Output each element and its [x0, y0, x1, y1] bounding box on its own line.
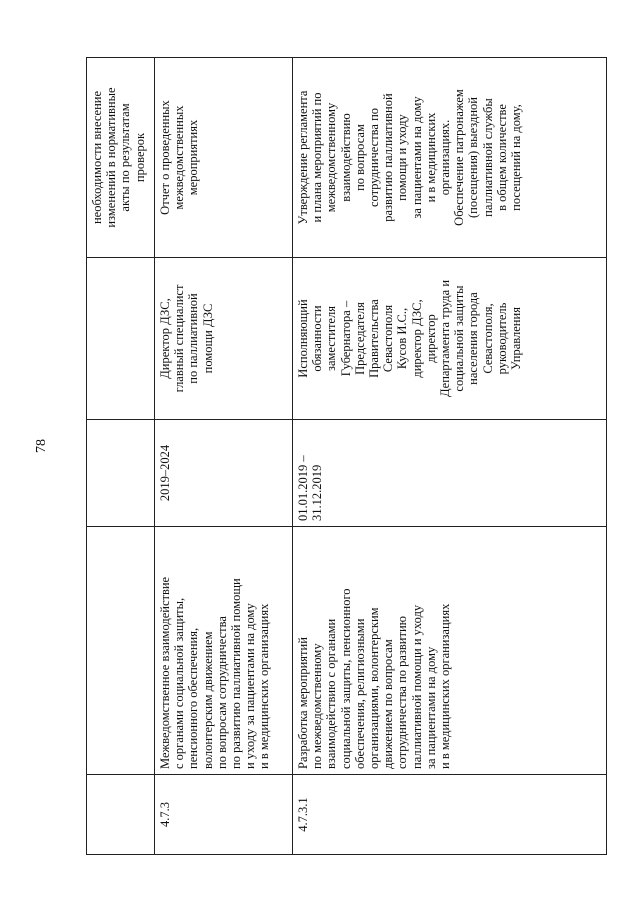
- cell-line: по межведомственному: [310, 643, 325, 769]
- cell-line: обеспечения, религиозными: [352, 618, 367, 769]
- cell-line: организациями, волонтерским: [367, 607, 382, 769]
- cell-responsible: [293, 258, 607, 420]
- cell-line: по паллиативной: [186, 293, 201, 384]
- cell-num: 4.7.3.1: [293, 775, 607, 855]
- cell-line: пенсионного обеспечения,: [186, 627, 201, 769]
- cell-line: Севастополя,: [480, 303, 495, 374]
- cell-line: за пациентами на дому: [409, 96, 424, 219]
- cell-line: Исполняющий: [296, 299, 310, 378]
- cell-result: [155, 58, 293, 258]
- cell-line: посещений на дому,: [509, 104, 524, 211]
- cell-line: взаимодействию: [338, 113, 353, 202]
- cell-line: по вопросам сотрудничества: [214, 616, 229, 769]
- cell-line: Разработка мероприятий: [296, 637, 310, 769]
- cell-line: межведомственных: [172, 105, 187, 210]
- cell-line: проверок: [132, 132, 147, 183]
- cell-line: сотрудничества по развитию: [395, 616, 410, 769]
- cell-line: обязанности: [310, 305, 325, 372]
- cell-line: изменений в нормативные: [104, 87, 119, 228]
- cell-line: и плана мероприятий по: [310, 92, 325, 223]
- cell-result: [87, 58, 155, 258]
- cell-line: паллиативной службы: [480, 98, 495, 217]
- table-row: [155, 58, 293, 855]
- cell-line: Обеспечение патронажем: [452, 89, 467, 226]
- cell-num: 4.7.3: [155, 775, 293, 855]
- cell-line: директор ДЗС,: [409, 299, 424, 378]
- cell-result: [293, 58, 607, 258]
- cell-line: (посещения) выездной: [466, 97, 481, 218]
- cell-line: и в медицинских организациях: [257, 603, 272, 769]
- cell-period: [87, 420, 155, 527]
- cell-line: взаимодействию с органами: [324, 618, 339, 769]
- cell-activity: [87, 527, 155, 775]
- cell-line: Правительства: [367, 299, 382, 378]
- plan-table: [86, 57, 607, 855]
- cell-line: Утверждение регламента: [296, 90, 310, 225]
- cell-line: Межведомственное взаимодействие: [158, 576, 172, 769]
- cell-line: 31.12.2019: [310, 464, 325, 521]
- cell-line: населения города: [466, 292, 481, 385]
- cell-line: и в медицинских: [423, 112, 438, 203]
- cell-line: с органами социальной защиты,: [172, 597, 187, 769]
- cell-line: мероприятиях: [186, 119, 201, 196]
- cell-responsible: [155, 258, 293, 420]
- cell-line: 2019–2024: [158, 444, 172, 502]
- cell-line: в общем количестве: [494, 104, 509, 211]
- cell-line: помощи и уходу: [395, 114, 410, 201]
- cell-line: сотрудничества по: [367, 107, 382, 208]
- cell-line: паллиативной помощи и уходу: [409, 604, 424, 769]
- cell-line: и уходу за пациентами на дому: [243, 603, 258, 769]
- cell-line: главный специалист: [172, 284, 187, 393]
- cell-line: 01.01.2019 –: [296, 455, 310, 521]
- cell-line: руководитель: [494, 302, 509, 375]
- table-row: [87, 58, 155, 855]
- cell-activity: [293, 527, 607, 775]
- cell-line: заместителя: [324, 306, 339, 371]
- cell-line: Севастополя: [381, 304, 396, 373]
- cell-line: необходимости внесение: [90, 91, 104, 225]
- cell-line: межведомственному: [324, 102, 339, 213]
- cell-period: [155, 420, 293, 527]
- cell-line: Управления: [509, 307, 524, 370]
- cell-line: Департамента труда и: [438, 279, 453, 398]
- cell-activity: [155, 527, 293, 775]
- cell-line: социальной защиты: [452, 285, 467, 392]
- cell-line: Губернатора –: [338, 300, 353, 377]
- cell-line: по развитию паллиативной помощи: [229, 578, 244, 769]
- cell-line: и в медицинских организациях: [438, 603, 453, 769]
- cell-line: волонтерским движением: [200, 631, 215, 769]
- rotated-table-wrapper: [86, 58, 607, 855]
- cell-line: организациях.: [438, 119, 453, 196]
- cell-line: по вопросам: [352, 124, 367, 191]
- cell-line: акты по результатам: [118, 103, 133, 212]
- cell-line: Председателя: [352, 302, 367, 375]
- cell-responsible: [87, 258, 155, 420]
- cell-line: за пациентами на дому: [423, 646, 438, 769]
- cell-line: помощи ДЗС: [200, 303, 215, 374]
- cell-num: [87, 775, 155, 855]
- cell-line: Директор ДЗС,: [158, 298, 172, 379]
- cell-period: [293, 420, 607, 527]
- cell-line: движением по вопросам: [381, 639, 396, 769]
- cell-line: развитию паллиативной: [381, 93, 396, 222]
- cell-line: Отчет о проведенных: [158, 100, 172, 215]
- cell-line: директор: [423, 314, 438, 363]
- table-row: [293, 58, 607, 855]
- page-number: 78: [34, 439, 49, 453]
- cell-line: социальной защиты, пенсионного: [338, 588, 353, 769]
- cell-line: Кусов И.С.,: [395, 307, 410, 370]
